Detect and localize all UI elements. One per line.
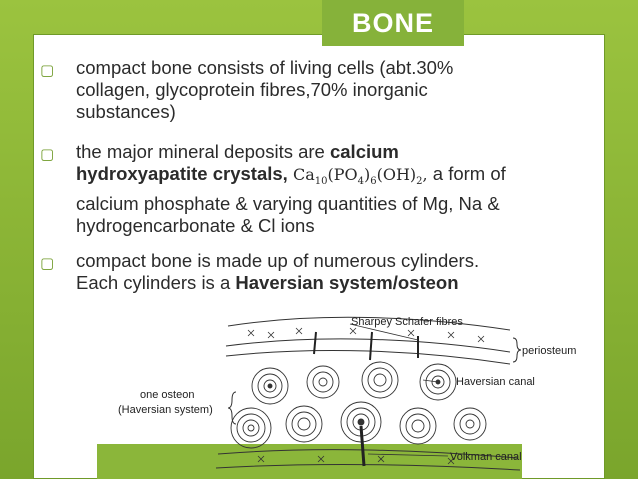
osteon-9	[454, 408, 486, 440]
label-haversian-system: (Haversian system)	[118, 404, 213, 416]
osteon-8	[400, 408, 436, 444]
bullet-2-line-4: hydrogencarbonate & Cl ions	[76, 215, 315, 237]
label-one-osteon: one osteon	[140, 389, 195, 401]
osteon-6	[286, 406, 322, 442]
volkman-canal-line	[361, 426, 364, 466]
bullet-2-line-1-bold: calcium	[329, 141, 399, 162]
label-volkman-canal: Volkman canal	[450, 451, 522, 463]
hollow-square-bullet-icon: ▢	[40, 146, 55, 163]
bullet-2-line-1	[76, 141, 605, 163]
label-periosteum: periosteum	[522, 345, 577, 357]
osteon-brace	[228, 392, 236, 424]
periosteum-brace	[513, 338, 521, 362]
bullet-1-line-2: collagen, glycoprotein fibres,70% inorganic	[76, 79, 428, 100]
bullet-3-line-1: compact bone is made up of numerous cylinders.	[76, 250, 480, 271]
chemical-formula: $Ca_{10}(PO_4)_6(OH)_2$,	[292, 165, 428, 188]
label-haversian-canal: Haversian canal	[456, 376, 535, 388]
title-box	[322, 0, 464, 46]
slide-title: BONE	[351, 7, 434, 38]
osteon-3	[362, 362, 398, 398]
osteon-5	[231, 408, 271, 448]
bullet-3-line-2	[76, 272, 605, 294]
bullet-2-line-3: calcium phosphate & varying quantities of Mg, Na &	[76, 193, 500, 215]
bullet-2-line-2-bold: hydroxyapatite crystals,	[76, 163, 288, 184]
bullet-2-line-2-text: a form of	[432, 163, 506, 184]
label-sharpey-fibres: Sharpey Schafer fibres	[351, 316, 463, 328]
osteon-1	[252, 368, 288, 404]
bullet-2-line-1-text: the major mineral deposits are	[76, 141, 330, 162]
hollow-square-bullet-icon: ▢	[40, 255, 55, 272]
bullet-2-line-2	[76, 163, 605, 193]
bullet-3-line-2-text: Each cylinders is a	[76, 272, 236, 293]
osteon-2	[307, 366, 339, 398]
bullet-1-line-3: substances)	[76, 101, 176, 122]
haversian-system-diagram	[118, 298, 606, 478]
hollow-square-bullet-icon: ▢	[40, 62, 55, 79]
bullet-1-line-1: compact bone consists of living cells (abt.30%	[76, 57, 454, 78]
bullet-3-line-2-bold: Haversian system/osteon	[235, 272, 459, 293]
osteons	[231, 362, 486, 448]
